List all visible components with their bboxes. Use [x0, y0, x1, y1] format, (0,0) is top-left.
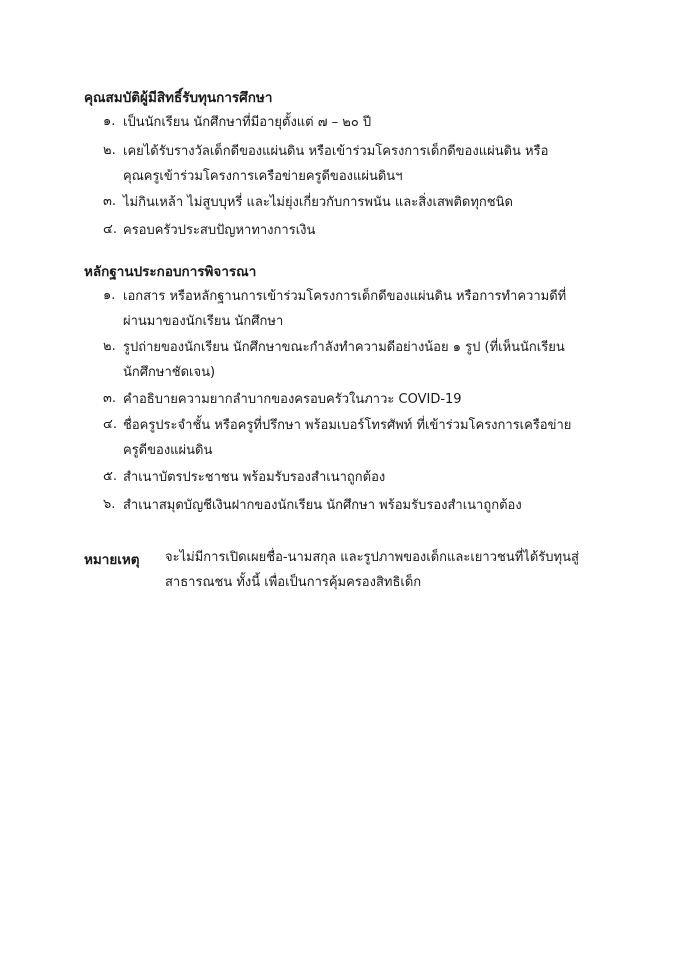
- list-item: [103, 465, 583, 490]
- section-heading-qualifications: คุณสมบัติผู้มีสิทธิ์รับทุนการศึกษา: [84, 90, 273, 106]
- list-item: [103, 335, 583, 385]
- list-item: [103, 110, 583, 135]
- list-item-number: ๕.: [103, 469, 117, 484]
- list-item-number: ๒.: [103, 143, 116, 158]
- note-label: หมายเหตุ: [84, 552, 140, 568]
- section-heading-evidence: หลักฐานประกอบการพิจารณา: [84, 264, 257, 280]
- list-item-text: ครอบครัวประสบปัญหาทางการเงิน: [123, 223, 316, 238]
- list-item-number: ๒.: [103, 339, 116, 354]
- list-item: [103, 387, 583, 412]
- list-item: [103, 413, 583, 463]
- list-item: [103, 493, 583, 518]
- list-item: [103, 139, 583, 189]
- list-item-number: ๑.: [103, 114, 116, 129]
- list-item-number: ๓.: [103, 391, 117, 406]
- list-item-text: เอกสาร หรือหลักฐานการเข้าร่วมโครงการเด็กดีของแผ่นดิน หรือการทำความดีที่ผ่านมาของนักเรียน นักศึกษา: [123, 289, 567, 329]
- list-item-text: เคยได้รับรางวัลเด็กดีของแผ่นดิน หรือเข้าร่วมโครงการเด็กดีของแผ่นดิน หรือคุณครูเข้าร่วมโครงการเครือข่ายครูดีของแผ่นดินฯ: [123, 144, 549, 184]
- list-item-text: ชื่อครูประจำชั้น หรือครูที่ปรึกษา พร้อมเบอร์โทรศัพท์ ที่เข้าร่วมโครงการเครือข่ายครูดีของแผ่นดิน: [123, 418, 572, 458]
- list-item-number: ๖.: [103, 497, 116, 512]
- list-item-number: ๔.: [103, 222, 117, 237]
- list-item-text: สำเนาสมุดบัญชีเงินฝากของนักเรียน นักศึกษา พร้อมรับรองสำเนาถูกต้อง: [123, 498, 522, 513]
- list-item-number: ๓.: [103, 194, 117, 209]
- list-item-text: รูปถ่ายของนักเรียน นักศึกษาขณะกำลังทำความดีอย่างน้อย ๑ รูป (ที่เห็นนักเรียนนักศึกษาชัดเจน): [123, 340, 565, 380]
- list-item: [103, 284, 583, 334]
- list-item-text: สำเนาบัตรประชาชน พร้อมรับรองสำเนาถูกต้อง: [123, 470, 386, 485]
- list-item-number: ๑.: [103, 288, 116, 303]
- list-item: [103, 190, 583, 215]
- list-item-text: ไม่กินเหล้า ไม่สูบบุหรี่ และไม่ยุ่งเกี่ยวกับการพนัน และสิ่งเสพติดทุกชนิด: [123, 195, 513, 210]
- list-item-number: ๔.: [103, 417, 117, 432]
- note-text: จะไม่มีการเปิดเผยชื่อ-นามสกุล และรูปภาพของเด็กและเยาวชนที่ได้รับทุนสู่สาธารณชน ทั้งนี้ เพื่อเป็นการคุ้มครองสิทธิเด็ก: [165, 550, 579, 590]
- list-item-text: คำอธิบายความยากลำบากของครอบครัวในภาวะ COVID-19: [123, 392, 462, 407]
- list-item: [103, 218, 583, 243]
- list-item-text: เป็นนักเรียน นักศึกษาที่มีอายุตั้งแต่ ๗ – ๒๐ ปี: [123, 115, 372, 130]
